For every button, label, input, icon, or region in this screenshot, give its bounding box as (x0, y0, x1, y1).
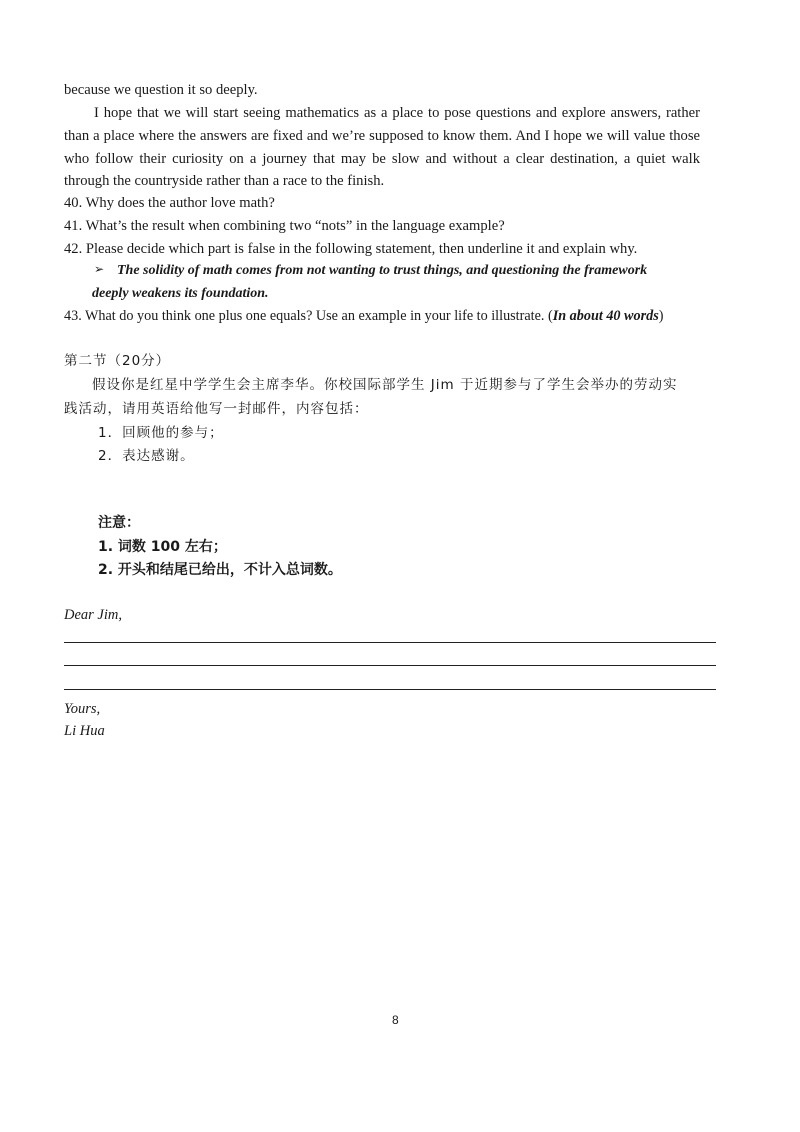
passage-line: I hope that we will start seeing mathematics as a place to pose questions and explore answers, rather (94, 105, 700, 121)
question-40: 40. Why does the author love math? (64, 195, 275, 211)
question-41: 41. What’s the result when combining two “nots” in the language example? (64, 218, 505, 234)
answer-line (64, 665, 716, 666)
section-header: 第二节（20分） (64, 353, 171, 369)
writing-prompt: 假设你是红星中学学生会主席李华。你校国际部学生 Jim 于近期参与了学生会举办的劳动实 (92, 377, 678, 393)
passage-line: who follow their curiosity on a journey that may be slow and without a clear destination, a quiet walk (64, 151, 700, 167)
question-43-text: 43. What do you think one plus one equals? Use an example in your life to illustrate. ( (64, 308, 553, 324)
answer-line (64, 642, 716, 643)
answer-line (64, 689, 716, 690)
passage-line: because we question it so deeply. (64, 82, 258, 98)
letter-signature: Li Hua (64, 723, 105, 739)
letter-greeting: Dear Jim, (64, 607, 122, 623)
letter-closing: Yours, (64, 701, 101, 717)
word-limit: In about 40 words (552, 308, 659, 324)
writing-prompt: 践活动，请用英语给他写一封邮件，内容包括： (64, 401, 369, 417)
question-43-close: ) (658, 308, 664, 324)
page-number: 8 (392, 1013, 399, 1027)
question-42-statement: deeply weakens its foundation. (92, 286, 269, 301)
note-title: 注意： (98, 515, 140, 531)
note-item: 2. 开头和结尾已给出，不计入总词数。 (98, 562, 342, 578)
passage-line: through the countryside rather than a race to the finish. (64, 173, 385, 189)
passage-line: than a place where the answers are fixed and we’re supposed to know them. And I hope we will value those (64, 128, 700, 144)
prompt-item: 1．回顾他的参与； (98, 425, 224, 441)
prompt-item: 2．表达感谢。 (98, 448, 195, 464)
question-42-statement: The solidity of math comes from not wanting to trust things, and questioning the framework (117, 263, 648, 278)
note-item: 1. 词数 100 左右； (98, 539, 227, 555)
question-43 (64, 305, 724, 327)
question-42: 42. Please decide which part is false in the following statement, then underline it and explain why. (64, 241, 638, 257)
arrow-bullet-icon: ➢ (94, 262, 105, 276)
